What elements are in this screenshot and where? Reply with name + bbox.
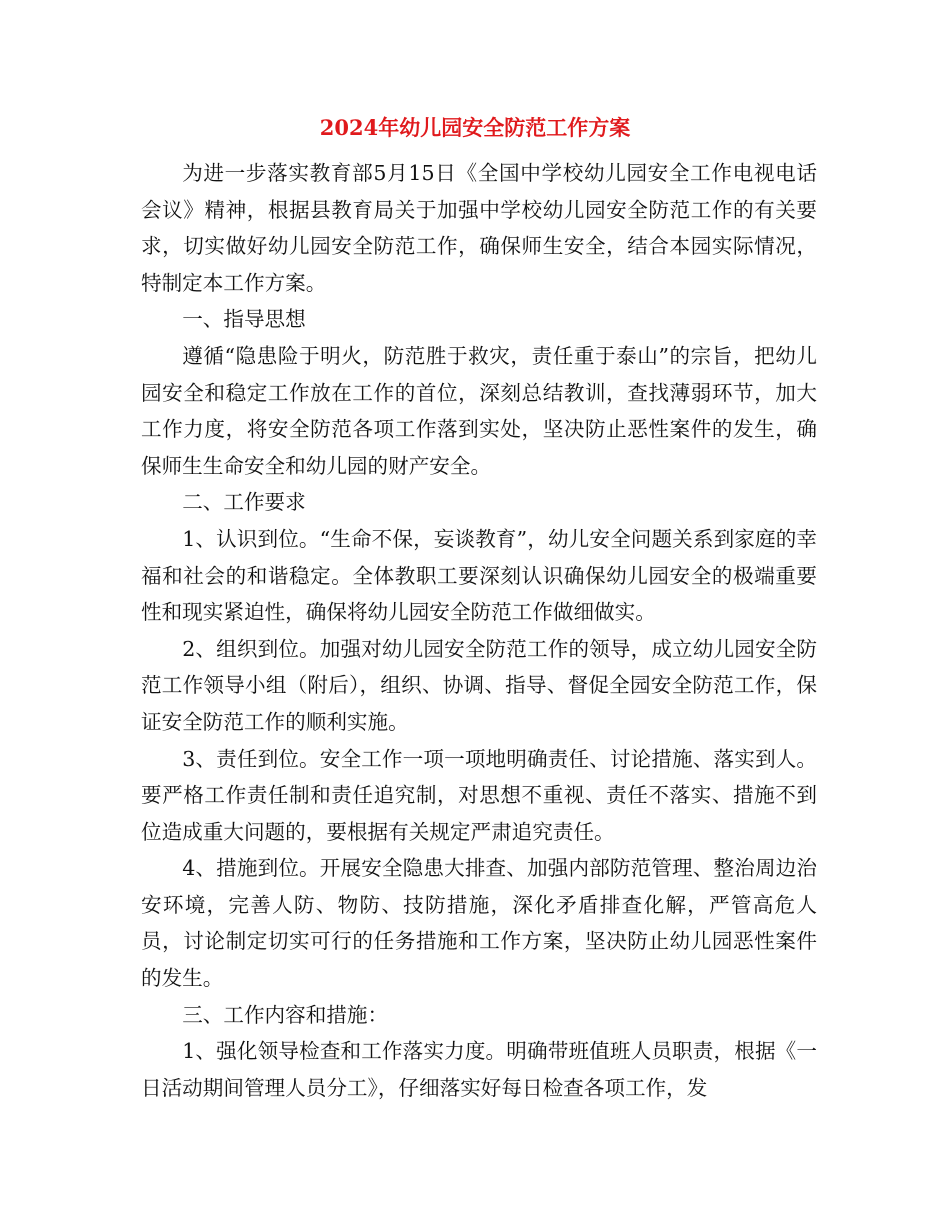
requirement-organization-paragraph: 2、组织到位。加强对幼儿园安全防范工作的领导，成立幼儿园安全防范工作领导小组（附后），组织、协调、指导、督促全园安全防范工作，保证安全防范工作的顺利实施。 — [141, 636, 817, 734]
requirement-awareness-paragraph: 1、认识到位。“生命不保，妄谈教育”，幼儿安全问题关系到家庭的幸福和社会的和谐稳定。全体教职工要深刻认识确保幼儿园安全的极端重要性和现实紧迫性，确保将幼儿园安全防范工作做细做实。 — [141, 526, 817, 625]
section-heading-content-measures: 三、工作内容和措施： — [182, 1002, 389, 1027]
intro-paragraph: 为进一步落实教育部5月15日《全国中学校幼儿园安全工作电视电话会议》精神，根据县教育局关于加强中学校幼儿园安全防范工作的有关要求，切实做好幼儿园安全防范工作，确保师生安全，结合本园实际情况，特制定本工作方案。 — [141, 161, 817, 295]
content-measure-leadership-paragraph: 1、强化领导检查和工作落实力度。明确带班值班人员职责，根据《一日活动期间管理人员分工》，仔细落实好每日检查各项工作，发 — [141, 1039, 817, 1100]
section-heading-work-requirements: 二、工作要求 — [182, 490, 306, 515]
requirement-responsibility-paragraph: 3、责任到位。安全工作一项一项地明确责任、讨论措施、落实到人。要严格工作责任制和责任追究制，对思想不重视、责任不落实、措施不到位造成重大问题的，要根据有关规定严肃追究责任。 — [141, 746, 817, 844]
guiding-ideology-paragraph: 遵循“隐患险于明火，防范胜于救灾，责任重于泰山”的宗旨，把幼儿园安全和稳定工作放在工作的首位，深刻总结教训，查找薄弱环节，加大工作力度，将安全防范各项工作落到实处，坚决防止恶性案件的发生，确保师生生命安全和幼儿园的财产安全。 — [141, 343, 817, 478]
document-title: 2024年幼儿园安全防范工作方案 — [319, 115, 631, 140]
requirement-measures-paragraph: 4、措施到位。开展安全隐患大排查、加强内部防范管理、整治周边治安环境，完善人防、物防、技防措施，深化矛盾排查化解，严管高危人员，讨论制定切实可行的任务措施和工作方案，坚决防止幼儿园恶性案件的发生。 — [141, 856, 817, 991]
document-body — [141, 155, 817, 1106]
section-heading-guiding-ideology: 一、指导思想 — [182, 307, 306, 332]
